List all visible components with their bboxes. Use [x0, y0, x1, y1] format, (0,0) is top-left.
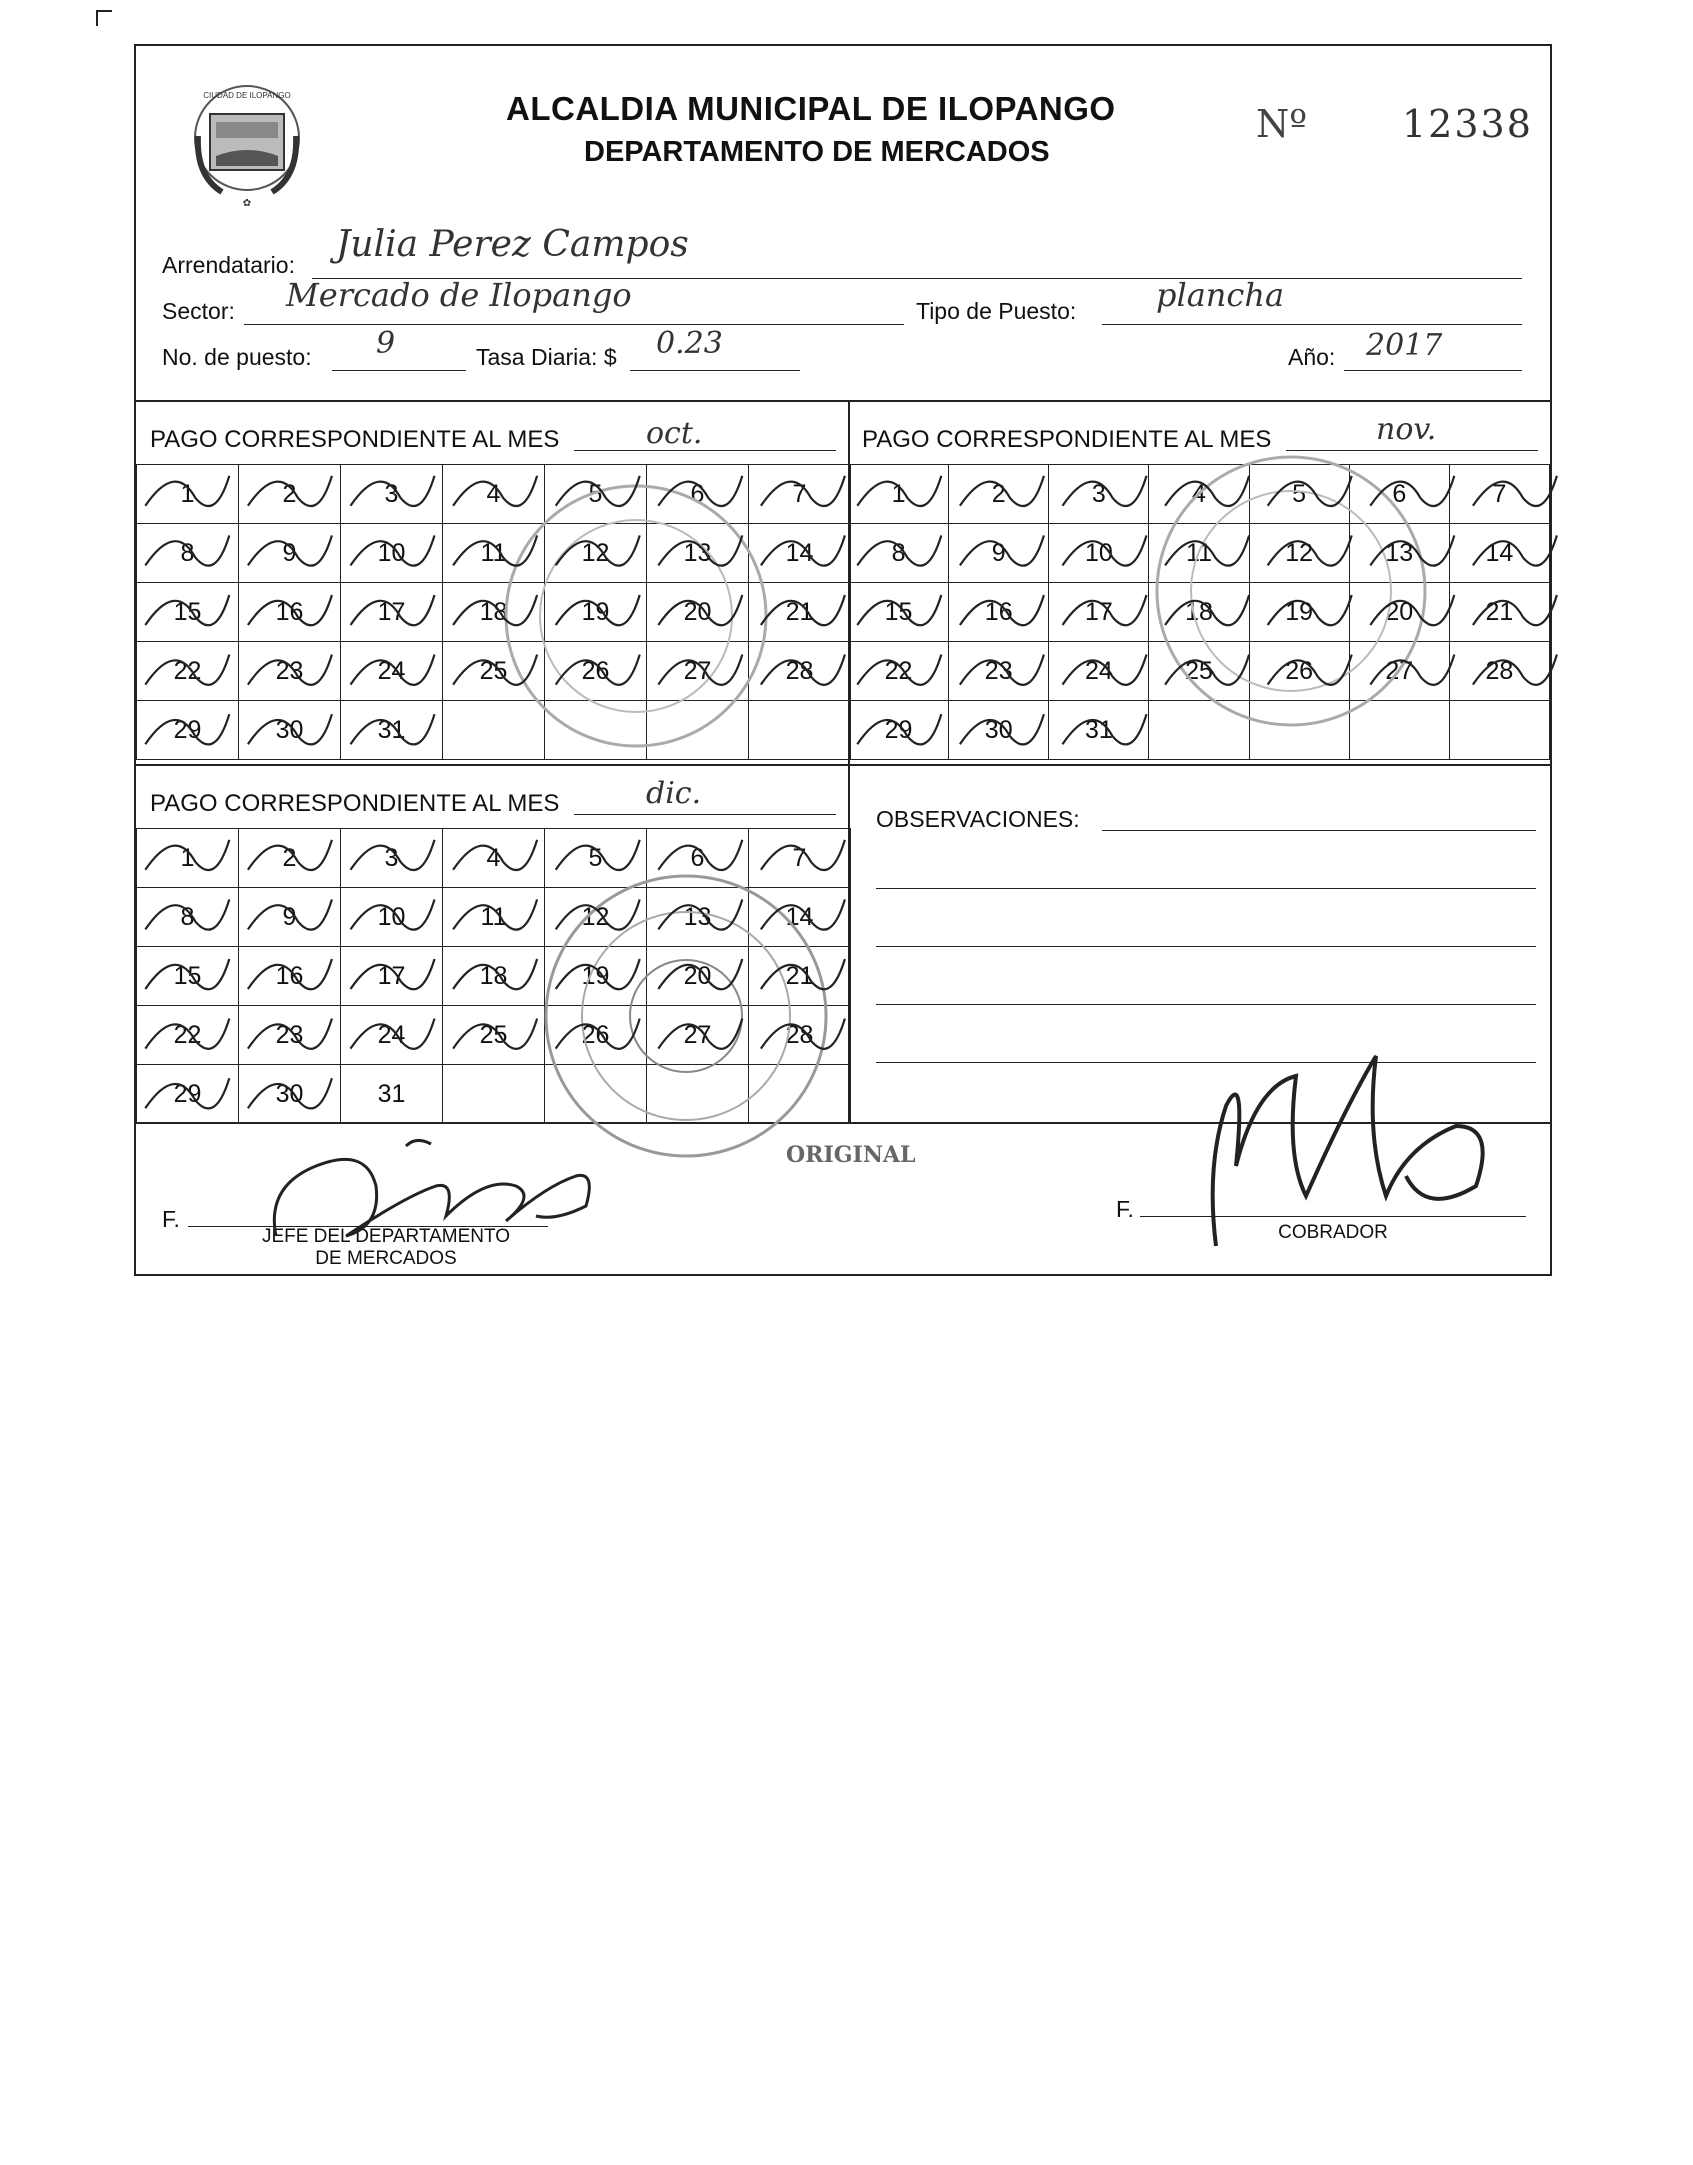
original-stamp: ORIGINAL [786, 1142, 916, 1168]
tasa-diaria-label: Tasa Diaria: $ [476, 344, 617, 370]
day-cell-nov-26: 26 [1249, 642, 1349, 701]
day-cell-nov-24: 24 [1049, 642, 1149, 701]
day-cell-dic-7: 7 [749, 829, 851, 888]
left-signature-title-2: DE MERCADOS [315, 1248, 457, 1269]
tasa-diaria-value: 0.23 [656, 326, 723, 361]
sector-value: Mercado de Ilopango [286, 276, 632, 314]
day-cell-nov-28: 28 [1449, 642, 1549, 701]
day-cell-nov-8: 8 [849, 524, 949, 583]
day-cell-nov-2: 2 [949, 465, 1049, 524]
day-cell-nov-4: 4 [1149, 465, 1249, 524]
day-cell-oct-13: 13 [647, 524, 749, 583]
day-cell-dic-28: 28 [749, 1006, 851, 1065]
day-cell-dic-15: 15 [137, 947, 239, 1006]
day-cell-oct-27: 27 [647, 642, 749, 701]
section-divider-top [136, 400, 1550, 402]
right-signature-f: F. [1116, 1196, 1134, 1222]
day-cell-oct-3: 3 [341, 465, 443, 524]
observaciones-line-4 [876, 1004, 1536, 1005]
day-cell-nov-29: 29 [849, 701, 949, 760]
day-cell-oct-14: 14 [749, 524, 851, 583]
day-cell-nov-22: 22 [849, 642, 949, 701]
observaciones-line-1 [1102, 830, 1536, 831]
day-cell-oct-8: 8 [137, 524, 239, 583]
day-cell-nov-10: 10 [1049, 524, 1149, 583]
day-cell-dic-18: 18 [443, 947, 545, 1006]
day-cell-nov-17: 17 [1049, 583, 1149, 642]
day-cell-dic-16: 16 [239, 947, 341, 1006]
day-cell-nov-27: 27 [1349, 642, 1449, 701]
day-cell-dic-26: 26 [545, 1006, 647, 1065]
day-cell-nov-7: 7 [1449, 465, 1549, 524]
anio-line [1344, 370, 1522, 371]
month-dic-label: PAGO CORRESPONDIENTE AL MES [150, 790, 560, 817]
day-cell-oct-23: 23 [239, 642, 341, 701]
right-handwritten-signature [1176, 1046, 1496, 1256]
day-cell-oct-25: 25 [443, 642, 545, 701]
day-cell-nov-20: 20 [1349, 583, 1449, 642]
day-cell-oct-20: 20 [647, 583, 749, 642]
day-cell-oct-1: 1 [137, 465, 239, 524]
day-cell-dic-29: 29 [137, 1065, 239, 1124]
day-cell-dic-30: 30 [239, 1065, 341, 1124]
left-signature-title-1: JEFE DEL DEPARTAMENTO [261, 1226, 511, 1247]
day-cell-oct-31: 31 [341, 701, 443, 760]
month-oct-label: PAGO CORRESPONDIENTE AL MES [150, 426, 560, 453]
day-cell-nov-1: 1 [849, 465, 949, 524]
day-cell-oct-12: 12 [545, 524, 647, 583]
month-nov-label: PAGO CORRESPONDIENTE AL MES [862, 426, 1272, 453]
official-round-stamp-2 [1146, 446, 1436, 736]
day-cell-oct-9: 9 [239, 524, 341, 583]
day-cell-nov-6: 6 [1349, 465, 1449, 524]
day-cell-dic-3: 3 [341, 829, 443, 888]
day-cell-dic-23: 23 [239, 1006, 341, 1065]
anio-value: 2017 [1366, 328, 1443, 363]
arrendatario-value: Julia Perez Campos [336, 224, 689, 265]
day-cell-dic-1: 1 [137, 829, 239, 888]
day-cell-nov-16: 16 [949, 583, 1049, 642]
day-cell-empty [443, 1065, 545, 1124]
header-subtitle: DEPARTAMENTO DE MERCADOS [584, 136, 1050, 168]
month-oct-value: oct. [646, 416, 703, 451]
day-cell-dic-13: 13 [647, 888, 749, 947]
day-cell-oct-19: 19 [545, 583, 647, 642]
day-cell-dic-19: 19 [545, 947, 647, 1006]
puesto-line [332, 370, 466, 371]
day-cell-oct-24: 24 [341, 642, 443, 701]
day-cell-dic-8: 8 [137, 888, 239, 947]
day-cell-dic-31: 31 [341, 1065, 443, 1124]
anio-label: Año: [1288, 344, 1336, 370]
day-cell-oct-10: 10 [341, 524, 443, 583]
tipo-puesto-value: plancha [1156, 276, 1285, 314]
day-cell-oct-29: 29 [137, 701, 239, 760]
day-cell-dic-10: 10 [341, 888, 443, 947]
day-cell-oct-17: 17 [341, 583, 443, 642]
section-divider-middle [136, 764, 1550, 766]
left-signature-f: F. [162, 1206, 180, 1232]
day-cell-dic-12: 12 [545, 888, 647, 947]
day-cell-dic-25: 25 [443, 1006, 545, 1065]
day-cell-dic-17: 17 [341, 947, 443, 1006]
day-cell-oct-28: 28 [749, 642, 851, 701]
day-cell-oct-2: 2 [239, 465, 341, 524]
svg-text:✿: ✿ [242, 198, 252, 209]
day-cell-nov-19: 19 [1249, 583, 1349, 642]
day-cell-nov-21: 21 [1449, 583, 1549, 642]
day-cell-nov-13: 13 [1349, 524, 1449, 583]
observaciones-line-2 [876, 888, 1536, 889]
observaciones-line-3 [876, 946, 1536, 947]
day-cell-nov-9: 9 [949, 524, 1049, 583]
day-cell-nov-3: 3 [1049, 465, 1149, 524]
tasa-diaria-line [630, 370, 800, 371]
day-cell-dic-24: 24 [341, 1006, 443, 1065]
day-cell-nov-25: 25 [1149, 642, 1249, 701]
official-round-stamp-1 [496, 476, 776, 756]
day-cell-dic-22: 22 [137, 1006, 239, 1065]
day-cell-nov-12: 12 [1249, 524, 1349, 583]
day-cell-oct-21: 21 [749, 583, 851, 642]
day-cell-dic-11: 11 [443, 888, 545, 947]
official-round-stamp-3 [536, 866, 836, 1166]
day-cell-dic-2: 2 [239, 829, 341, 888]
day-cell-nov-30: 30 [949, 701, 1049, 760]
day-cell-dic-14: 14 [749, 888, 851, 947]
tipo-puesto-label: Tipo de Puesto: [916, 298, 1077, 324]
day-cell-dic-27: 27 [647, 1006, 749, 1065]
month-dic-value: dic. [646, 776, 702, 811]
puesto-label: No. de puesto: [162, 344, 312, 370]
day-cell-oct-22: 22 [137, 642, 239, 701]
day-cell-oct-18: 18 [443, 583, 545, 642]
day-cell-oct-11: 11 [443, 524, 545, 583]
tipo-puesto-line [1102, 324, 1522, 325]
puesto-value: 9 [376, 326, 396, 361]
month-dic-line [574, 814, 836, 815]
receipt-form [134, 44, 1552, 1276]
crop-mark [96, 10, 112, 26]
day-cell-oct-26: 26 [545, 642, 647, 701]
sector-label: Sector: [162, 298, 235, 324]
svg-text:CIUDAD DE ILOPANGO: CIUDAD DE ILOPANGO [203, 91, 291, 100]
day-cell-nov-18: 18 [1149, 583, 1249, 642]
day-cell-oct-7: 7 [749, 465, 851, 524]
day-cell-dic-9: 9 [239, 888, 341, 947]
day-cell-dic-5: 5 [545, 829, 647, 888]
day-cell-dic-6: 6 [647, 829, 749, 888]
right-signature-title: COBRADOR [1278, 1222, 1388, 1243]
day-cell-nov-11: 11 [1149, 524, 1249, 583]
observaciones-label: OBSERVACIONES: [876, 806, 1080, 832]
day-cell-empty [1449, 701, 1549, 760]
day-cell-dic-21: 21 [749, 947, 851, 1006]
day-cell-nov-14: 14 [1449, 524, 1549, 583]
day-cell-oct-6: 6 [647, 465, 749, 524]
arrendatario-label: Arrendatario: [162, 252, 295, 278]
day-cell-dic-20: 20 [647, 947, 749, 1006]
day-cell-oct-30: 30 [239, 701, 341, 760]
day-cell-oct-5: 5 [545, 465, 647, 524]
day-cell-nov-31: 31 [1049, 701, 1149, 760]
header-title: ALCALDIA MUNICIPAL DE ILOPANGO [506, 90, 1116, 127]
day-cell-dic-4: 4 [443, 829, 545, 888]
sector-line [244, 324, 904, 325]
day-cell-nov-15: 15 [849, 583, 949, 642]
day-cell-nov-5: 5 [1249, 465, 1349, 524]
receipt-number-label: Nº [1256, 102, 1308, 146]
day-cell-oct-15: 15 [137, 583, 239, 642]
receipt-number: 12338 [1402, 102, 1533, 146]
left-handwritten-signature [256, 1126, 616, 1256]
municipal-seal-logo [182, 76, 312, 216]
day-cell-oct-4: 4 [443, 465, 545, 524]
month-oct-line [574, 450, 836, 451]
day-cell-oct-16: 16 [239, 583, 341, 642]
day-cell-nov-23: 23 [949, 642, 1049, 701]
month-nov-value: nov. [1376, 412, 1437, 447]
